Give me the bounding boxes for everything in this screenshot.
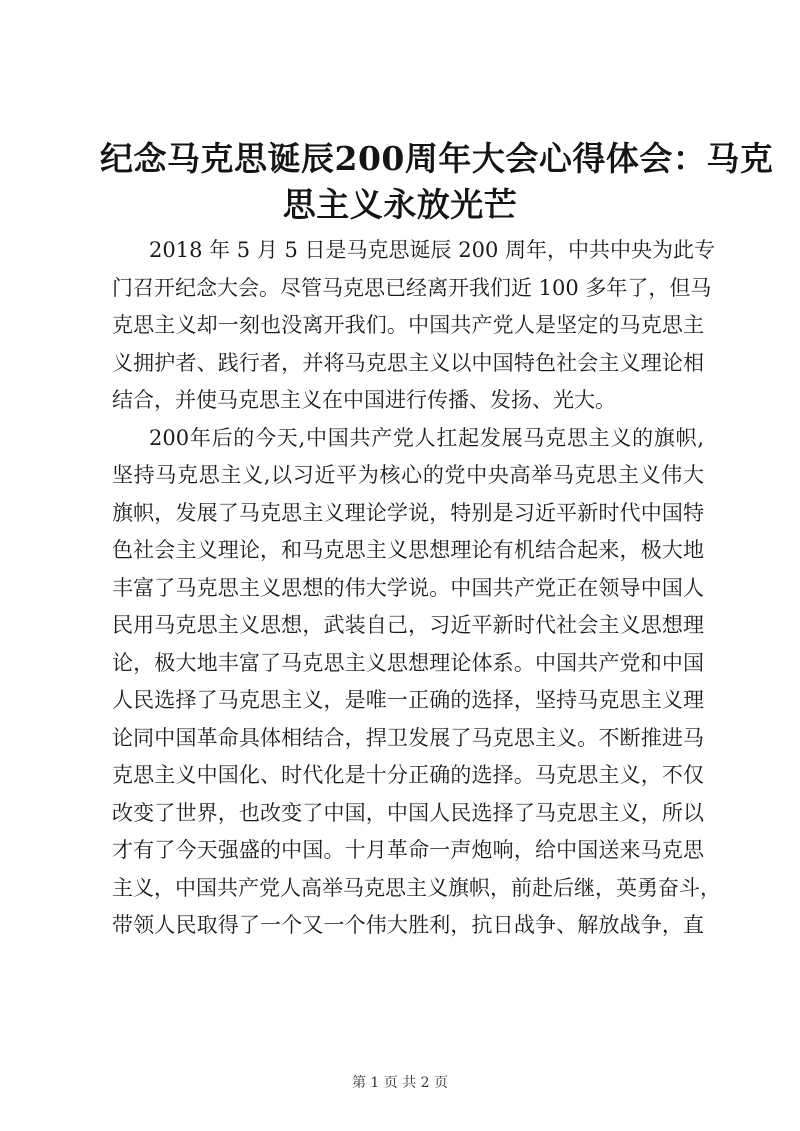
paragraph-1-line: 克思主义却一刻也没离开我们。中国共产党人是坚定的马克思主	[112, 313, 704, 337]
document-body	[112, 232, 721, 945]
paragraph-2-line: 改变了世界，也改变了中国，中国人民选择了马克思主义，所以	[112, 800, 704, 825]
document-title	[100, 136, 774, 228]
paragraph-2-line: 民用马克思主义思想，武装自己，习近平新时代社会主义思想理	[112, 613, 704, 637]
paragraph-1-line: 门召开纪念大会。尽管马克思已经离开我们近 100 多年了，但马	[112, 275, 712, 300]
title-line-1: 纪念马克思诞辰200周年大会心得体会：马克	[100, 139, 774, 178]
paragraph-2-line: 论同中国革命具体相结合，捍卫发展了马克思主义。不断推进马	[112, 725, 704, 750]
paragraph-2-line: 克思主义中国化、时代化是十分正确的选择。马克思主义，不仅	[112, 763, 704, 787]
paragraph-2-line: 坚持马克思主义,以习近平为核心的党中央高举马克思主义伟大	[112, 463, 704, 487]
paragraph-1-line: 结合，并使马克思主义在中国进行传播、发扬、光大。	[112, 388, 616, 412]
paragraph-2-line: 带领人民取得了一个又一个伟大胜利，抗日战争、解放战争，直	[112, 913, 704, 937]
paragraph-2-line: 主义，中国共产党人高举马克思主义旗帜，前赴后继，英勇奋斗，	[112, 875, 721, 900]
paragraph-2-line: 200年后的今天,中国共产党人扛起发展马克思主义的旗帜,	[149, 425, 704, 450]
page-footer: 第 1 页 共 2 页	[351, 1075, 449, 1091]
paragraph-2-line: 人民选择了马克思主义，是唯一正确的选择，坚持马克思主义理	[112, 688, 704, 712]
paragraph-2	[112, 420, 721, 945]
paragraph-2-line: 旗帜，发展了马克思主义理论学说，特别是习近平新时代中国特	[112, 500, 704, 525]
paragraph-1	[112, 232, 715, 420]
paragraph-2-line: 色社会主义理论，和马克思主义思想理论有机结合起来，极大地	[112, 538, 704, 562]
paragraph-2-line: 才有了今天强盛的中国。十月革命一声炮响，给中国送来马克思	[112, 838, 704, 862]
title-line-2: 思主义永放光芒	[282, 185, 518, 224]
paragraph-1-line: 义拥护者、践行者，并将马克思主义以中国特色社会主义理论相	[112, 350, 704, 375]
paragraph-2-line: 论，极大地丰富了马克思主义思想理论体系。中国共产党和中国	[112, 650, 704, 675]
paragraph-2-line: 丰富了马克思主义思想的伟大学说。中国共产党正在领导中国人	[112, 575, 704, 600]
paragraph-1-line: 2018 年 5 月 5 日是马克思诞辰 200 周年，中共中央为此专	[149, 238, 715, 262]
